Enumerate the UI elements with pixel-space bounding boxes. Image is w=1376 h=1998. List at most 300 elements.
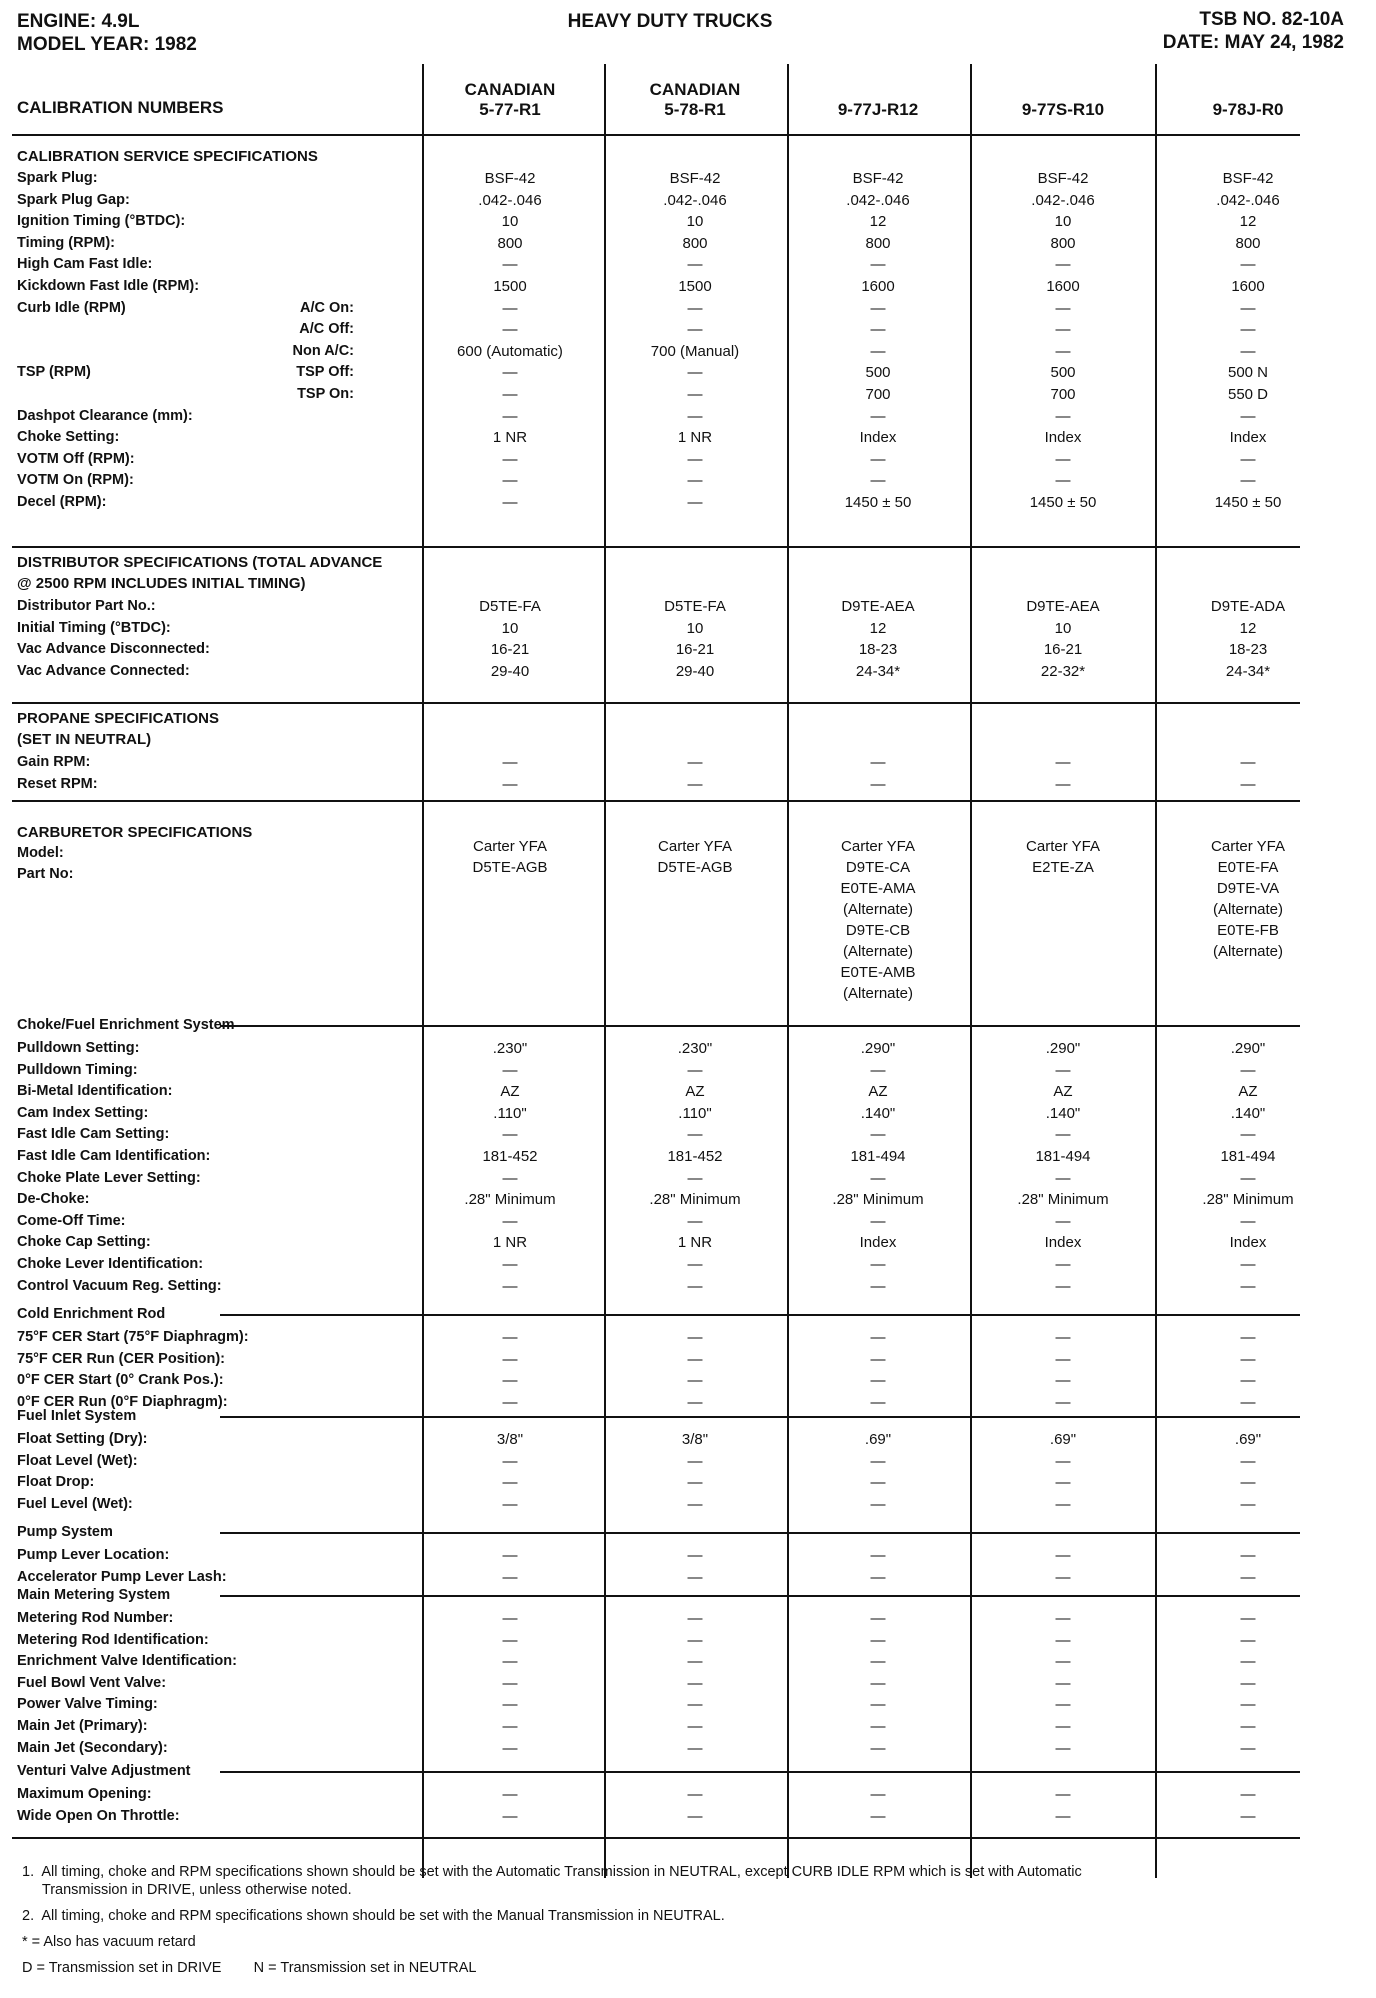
cell-value: .042-.046 bbox=[846, 191, 910, 209]
row-label: Pulldown Setting: bbox=[17, 1040, 140, 1056]
cell-value: 500 bbox=[865, 364, 891, 382]
cell-value: — bbox=[1055, 1169, 1071, 1187]
cell-value: 181-494 bbox=[850, 1148, 906, 1165]
cell-value: .110" bbox=[678, 1104, 712, 1122]
row-label: VOTM Off (RPM): bbox=[17, 450, 135, 467]
cell-value: Index bbox=[1044, 1234, 1082, 1252]
carburetor-line: (Alternate) bbox=[842, 943, 914, 960]
footnote: Transmission in DRIVE, unless otherwise noted. bbox=[22, 1882, 352, 1898]
cell-value: — bbox=[1240, 1739, 1256, 1757]
row-label: Fuel Bowl Vent Valve: bbox=[17, 1674, 167, 1691]
cell-value: — bbox=[502, 1568, 518, 1586]
subsection-title: Venturi Valve Adjustment bbox=[17, 1763, 191, 1779]
section-rule bbox=[220, 1595, 1300, 1597]
carburetor-line: Carter YFA bbox=[658, 838, 732, 855]
cell-value: — bbox=[687, 1350, 703, 1368]
cell-value: — bbox=[1055, 1568, 1071, 1586]
row-label: Vac Advance Disconnected: bbox=[17, 641, 210, 658]
cell-value: — bbox=[1240, 1674, 1256, 1692]
cell-value: — bbox=[1055, 1718, 1071, 1735]
cell-value: — bbox=[1240, 1495, 1256, 1513]
cell-value: Index bbox=[1229, 1234, 1267, 1252]
column-header-4 bbox=[973, 68, 1153, 120]
row-label: De-Choke: bbox=[17, 1191, 90, 1208]
row-label: Float Drop: bbox=[17, 1474, 95, 1491]
row-label: Main Jet (Secondary): bbox=[17, 1739, 168, 1756]
row-label: Metering Rod Identification: bbox=[17, 1631, 209, 1648]
column-header-1 bbox=[420, 68, 600, 120]
row-label: Pulldown Timing: bbox=[17, 1061, 138, 1078]
cell-value: 500 bbox=[1050, 364, 1076, 382]
row-label: Kickdown Fast Idle (RPM): bbox=[17, 278, 200, 294]
row-label: Timing (RPM): bbox=[17, 234, 115, 251]
cell-value: 700 bbox=[865, 386, 891, 403]
cell-value: — bbox=[1055, 1547, 1071, 1564]
cell-value: — bbox=[1240, 321, 1256, 339]
row-label: Pump Lever Location: bbox=[17, 1547, 170, 1563]
carburetor-line: E2TE-ZA bbox=[1032, 859, 1094, 876]
cell-value: — bbox=[1240, 299, 1256, 317]
section-rule bbox=[12, 134, 1300, 136]
column-header-5 bbox=[1158, 68, 1338, 120]
row-label: Initial Timing (°BTDC): bbox=[17, 619, 171, 636]
cell-value: — bbox=[502, 1452, 518, 1470]
cell-value: — bbox=[687, 1061, 703, 1079]
cell-value: BSF-42 bbox=[1037, 170, 1089, 187]
cell-value: — bbox=[502, 1739, 518, 1757]
row-label: Enrichment Valve Identification: bbox=[17, 1653, 237, 1670]
section-title: CARBURETOR SPECIFICATIONS bbox=[17, 824, 253, 841]
cell-value: — bbox=[687, 1393, 703, 1411]
cell-value: 10 bbox=[686, 213, 704, 231]
subsection-title: Fuel Inlet System bbox=[17, 1408, 137, 1424]
cell-value: — bbox=[687, 1786, 703, 1803]
section-title: CALIBRATION SERVICE SPECIFICATIONS bbox=[17, 148, 318, 165]
document-title: HEAVY DUTY TRUCKS bbox=[567, 11, 773, 32]
cell-value: — bbox=[502, 299, 518, 317]
section-title-line2: (SET IN NEUTRAL) bbox=[17, 731, 152, 748]
cell-value: 181-452 bbox=[482, 1148, 538, 1165]
cell-value: — bbox=[1240, 1718, 1256, 1735]
cell-value: .69" bbox=[1049, 1431, 1077, 1448]
column-header-line: 9-78J-R0 bbox=[1212, 100, 1284, 119]
cell-value: — bbox=[870, 1547, 886, 1564]
cell-value: — bbox=[502, 1674, 518, 1692]
cell-value: 181-452 bbox=[667, 1148, 723, 1165]
cell-value: — bbox=[502, 1631, 518, 1649]
cell-value: — bbox=[687, 256, 703, 274]
cell-value: — bbox=[870, 1212, 886, 1230]
cell-value: — bbox=[502, 321, 518, 339]
section-rule bbox=[220, 1416, 1300, 1418]
cell-value: 1 NR bbox=[677, 429, 713, 447]
column-header-line: 5-78-R1 bbox=[664, 100, 726, 119]
cell-value: — bbox=[870, 450, 886, 468]
cell-value: — bbox=[1055, 1212, 1071, 1230]
cell-value: .042-.046 bbox=[1216, 191, 1280, 209]
cell-value: — bbox=[870, 1631, 886, 1649]
carburetor-line: (Alternate) bbox=[1212, 943, 1284, 960]
section-title-line2: @ 2500 RPM INCLUDES INITIAL TIMING) bbox=[17, 575, 306, 592]
carburetor-line: D5TE-AGB bbox=[472, 859, 548, 876]
cell-value: — bbox=[1240, 1786, 1256, 1803]
cell-value: — bbox=[1055, 1372, 1071, 1390]
cell-value: 10 bbox=[1054, 619, 1072, 637]
cell-value: — bbox=[1055, 321, 1071, 339]
cell-value: D9TE-AEA bbox=[841, 598, 915, 615]
section-rule bbox=[12, 800, 1300, 802]
cell-value: Index bbox=[859, 1234, 897, 1252]
cell-value: — bbox=[1055, 775, 1071, 793]
cell-value: — bbox=[1055, 472, 1071, 490]
cell-value: — bbox=[1055, 450, 1071, 468]
cell-value: — bbox=[502, 1547, 518, 1564]
cell-value: — bbox=[1055, 299, 1071, 317]
cell-value: — bbox=[687, 494, 703, 511]
section-rule bbox=[220, 1532, 1300, 1534]
cell-value: — bbox=[1055, 1739, 1071, 1757]
section-rule bbox=[220, 1025, 1300, 1027]
row-sublabel: A/C On: bbox=[300, 299, 354, 316]
cell-value: — bbox=[1240, 1256, 1256, 1273]
cell-value: — bbox=[870, 1495, 886, 1513]
cell-value: — bbox=[687, 1212, 703, 1230]
cell-value: 16-21 bbox=[490, 641, 530, 659]
cell-value: — bbox=[870, 1674, 886, 1692]
cell-value: — bbox=[502, 450, 518, 468]
cell-value: 800 bbox=[865, 234, 891, 252]
carburetor-line: Carter YFA bbox=[841, 838, 915, 855]
row-label: Choke Setting: bbox=[17, 429, 120, 446]
carburetor-line: E0TE-AMA bbox=[840, 880, 916, 897]
cell-value: — bbox=[870, 472, 886, 490]
row-label: Control Vacuum Reg. Setting: bbox=[17, 1277, 222, 1294]
cell-value: — bbox=[870, 1718, 886, 1735]
cell-value: — bbox=[502, 364, 518, 382]
row-label: Power Valve Timing: bbox=[17, 1696, 158, 1713]
row-label: Fast Idle Cam Setting: bbox=[17, 1126, 170, 1143]
cell-value: — bbox=[502, 1256, 518, 1273]
cell-value: .042-.046 bbox=[1031, 191, 1095, 209]
cell-value: D5TE-FA bbox=[664, 598, 726, 615]
row-label: 0°F CER Start (0° Crank Pos.): bbox=[17, 1372, 224, 1389]
row-label: Choke Cap Setting: bbox=[17, 1234, 151, 1251]
footnote: D = Transmission set in DRIVE N = Transmission set in NEUTRAL bbox=[22, 1960, 477, 1976]
carburetor-line: (Alternate) bbox=[842, 985, 914, 1002]
row-label: Spark Plug: bbox=[17, 170, 98, 186]
carburetor-cell bbox=[1158, 836, 1338, 962]
cell-value: — bbox=[687, 364, 703, 382]
tsb-number: TSB NO. 82-10A bbox=[1199, 9, 1344, 30]
cell-value: — bbox=[1055, 1126, 1071, 1144]
cell-value: — bbox=[870, 1169, 886, 1187]
carburetor-line: D9TE-VA bbox=[1216, 880, 1280, 897]
cell-value: — bbox=[1055, 1653, 1071, 1671]
carburetor-cell bbox=[605, 836, 785, 878]
row-sublabel: Non A/C: bbox=[292, 342, 354, 359]
cell-value: — bbox=[870, 1786, 886, 1803]
cell-value: — bbox=[502, 775, 518, 793]
cell-value: — bbox=[1055, 1786, 1071, 1803]
cell-value: — bbox=[687, 1256, 703, 1273]
cell-value: — bbox=[870, 1350, 886, 1368]
row-label: Dashpot Clearance (mm): bbox=[17, 407, 193, 424]
cell-value: 10 bbox=[501, 213, 519, 231]
row-sublabel: TSP On: bbox=[297, 386, 354, 402]
cell-value: — bbox=[502, 1393, 518, 1411]
cell-value: — bbox=[1055, 1329, 1071, 1346]
cell-value: — bbox=[687, 1718, 703, 1735]
cell-value: .69" bbox=[864, 1431, 892, 1448]
cell-value: — bbox=[870, 407, 886, 425]
cell-value: 16-21 bbox=[675, 641, 715, 659]
carburetor-line: E0TE-AMB bbox=[840, 964, 916, 981]
carburetor-cell bbox=[788, 836, 968, 1004]
cell-value: 24-34* bbox=[855, 662, 901, 680]
footnote: * = Also has vacuum retard bbox=[22, 1934, 196, 1950]
cell-value: — bbox=[1240, 1631, 1256, 1649]
row-label: 75°F CER Run (CER Position): bbox=[17, 1350, 225, 1367]
cell-value: — bbox=[687, 1653, 703, 1671]
cell-value: 181-494 bbox=[1035, 1148, 1091, 1165]
cell-value: 1500 bbox=[678, 278, 712, 295]
cell-value: — bbox=[1055, 1061, 1071, 1079]
cell-value: — bbox=[1240, 1212, 1256, 1230]
cell-value: — bbox=[687, 1739, 703, 1757]
cell-value: 1450 ± 50 bbox=[1029, 494, 1097, 511]
row-label: Accelerator Pump Lever Lash: bbox=[17, 1568, 227, 1585]
cell-value: — bbox=[502, 1610, 518, 1627]
row-label: Reset RPM: bbox=[17, 775, 98, 792]
cell-value: — bbox=[1240, 1547, 1256, 1564]
cell-value: — bbox=[1240, 450, 1256, 468]
cell-value: — bbox=[1055, 754, 1071, 771]
cell-value: — bbox=[687, 407, 703, 425]
cell-value: — bbox=[1240, 1350, 1256, 1368]
cell-value: — bbox=[502, 1350, 518, 1368]
cell-value: — bbox=[870, 1610, 886, 1627]
cell-value: 1 NR bbox=[492, 1234, 528, 1252]
calibration-numbers-label: CALIBRATION NUMBERS bbox=[17, 98, 224, 117]
header-tsb bbox=[1163, 8, 1344, 54]
cell-value: — bbox=[502, 1277, 518, 1295]
column-divider bbox=[1155, 64, 1157, 1878]
cell-value: — bbox=[502, 256, 518, 274]
cell-value: — bbox=[1240, 1653, 1256, 1671]
cell-value: .230" bbox=[677, 1040, 713, 1057]
row-label: Distributor Part No.: bbox=[17, 598, 156, 614]
row-label: Gain RPM: bbox=[17, 754, 91, 770]
cell-value: BSF-42 bbox=[1222, 170, 1274, 187]
cell-value: — bbox=[502, 1212, 518, 1230]
cell-value: — bbox=[870, 1329, 886, 1346]
cell-value: — bbox=[1240, 256, 1256, 274]
cell-value: .042-.046 bbox=[478, 191, 542, 209]
cell-value: — bbox=[1240, 1474, 1256, 1492]
cell-value: 550 D bbox=[1227, 386, 1269, 403]
cell-value: 700 bbox=[1050, 386, 1076, 403]
section-rule bbox=[12, 702, 1300, 704]
cell-value: — bbox=[870, 1739, 886, 1757]
column-header-line: 5-77-R1 bbox=[479, 100, 541, 119]
cell-value: — bbox=[687, 321, 703, 339]
row-label: Ignition Timing (°BTDC): bbox=[17, 213, 186, 230]
cell-value: — bbox=[870, 1393, 886, 1411]
cell-value: 800 bbox=[497, 234, 523, 252]
cell-value: — bbox=[1240, 1610, 1256, 1627]
row-label: 75°F CER Start (75°F Diaphragm): bbox=[17, 1329, 249, 1345]
cell-value: Index bbox=[1044, 429, 1082, 447]
cell-value: — bbox=[1240, 1169, 1256, 1187]
model-label: Model: bbox=[17, 845, 64, 861]
cell-value: .140" bbox=[1230, 1104, 1266, 1122]
carburetor-line: (Alternate) bbox=[1212, 901, 1284, 918]
cell-value: 3/8" bbox=[496, 1431, 524, 1448]
row-label: Decel (RPM): bbox=[17, 494, 107, 510]
cell-value: Index bbox=[859, 429, 897, 447]
carburetor-line: D9TE-CA bbox=[845, 859, 911, 876]
footnote: 1. All timing, choke and RPM specifications shown should be set with the Automatic Transmission in NEUTRAL, except CURB IDLE RPM which is set with Automatic bbox=[22, 1864, 1082, 1880]
cell-value: — bbox=[1055, 1674, 1071, 1692]
cell-value: — bbox=[687, 450, 703, 468]
cell-value: — bbox=[502, 754, 518, 771]
cell-value: — bbox=[687, 299, 703, 317]
cell-value: — bbox=[1055, 1256, 1071, 1273]
cell-value: 10 bbox=[1054, 213, 1072, 231]
column-header-line: CANADIAN bbox=[464, 80, 556, 99]
row-sublabel: A/C Off: bbox=[299, 321, 354, 338]
cell-value: — bbox=[870, 1807, 886, 1825]
row-label: Come-Off Time: bbox=[17, 1212, 126, 1229]
cell-value: — bbox=[1240, 775, 1256, 793]
cell-value: D5TE-FA bbox=[479, 598, 541, 615]
cell-value: — bbox=[1240, 1372, 1256, 1390]
cell-value: — bbox=[870, 1277, 886, 1295]
cell-value: — bbox=[502, 1718, 518, 1735]
section-rule bbox=[220, 1771, 1300, 1773]
row-label: Float Level (Wet): bbox=[17, 1452, 138, 1469]
cell-value: 181-494 bbox=[1220, 1148, 1276, 1165]
cell-value: — bbox=[502, 1169, 518, 1187]
cell-value: — bbox=[687, 1372, 703, 1390]
cell-value: — bbox=[502, 1495, 518, 1513]
section-title: DISTRIBUTOR SPECIFICATIONS (TOTAL ADVANCE bbox=[17, 554, 383, 571]
carburetor-line: Carter YFA bbox=[473, 838, 547, 855]
cell-value: — bbox=[687, 1452, 703, 1470]
cell-value: — bbox=[1240, 1126, 1256, 1144]
cell-value: 3/8" bbox=[681, 1431, 709, 1448]
cell-value: 800 bbox=[1050, 234, 1076, 252]
cell-value: AZ bbox=[685, 1083, 705, 1101]
row-label: Maximum Opening: bbox=[17, 1786, 152, 1802]
section-title: PROPANE SPECIFICATIONS bbox=[17, 710, 219, 727]
column-header-line: CANADIAN bbox=[649, 80, 741, 99]
carburetor-line: Carter YFA bbox=[1211, 838, 1285, 855]
cell-value: 12 bbox=[1239, 619, 1257, 637]
carburetor-line: Carter YFA bbox=[1026, 838, 1100, 855]
cell-value: — bbox=[1055, 1610, 1071, 1627]
cell-value: — bbox=[687, 775, 703, 793]
cell-value: 16-21 bbox=[1043, 641, 1083, 659]
cell-value: — bbox=[870, 1474, 886, 1492]
row-label: Wide Open On Throttle: bbox=[17, 1807, 180, 1824]
header-engine-model bbox=[17, 10, 197, 56]
cell-value: — bbox=[687, 1674, 703, 1692]
section-rule bbox=[12, 546, 1300, 548]
row-label: Float Setting (Dry): bbox=[17, 1431, 148, 1447]
cell-value: 1600 bbox=[861, 278, 895, 295]
cell-value: — bbox=[870, 754, 886, 771]
row-label: Bi-Metal Identification: bbox=[17, 1083, 173, 1100]
cell-value: — bbox=[1240, 1061, 1256, 1079]
cell-value: AZ bbox=[1053, 1083, 1073, 1101]
cell-value: — bbox=[502, 386, 518, 403]
column-header-3 bbox=[788, 68, 968, 120]
cell-value: .290" bbox=[1230, 1040, 1266, 1057]
cell-value: — bbox=[687, 1807, 703, 1825]
model-year-label: MODEL YEAR: 1982 bbox=[17, 34, 197, 55]
cell-value: — bbox=[1055, 407, 1071, 425]
cell-value: — bbox=[502, 1807, 518, 1825]
cell-value: — bbox=[1240, 1452, 1256, 1470]
cell-value: .042-.046 bbox=[663, 191, 727, 209]
cell-value: — bbox=[687, 1631, 703, 1649]
row-sublabel: TSP Off: bbox=[296, 364, 354, 381]
engine-label: ENGINE: 4.9L bbox=[17, 11, 140, 32]
cell-value: 12 bbox=[869, 619, 887, 637]
cell-value: 1 NR bbox=[492, 429, 528, 447]
cell-value: 1450 ± 50 bbox=[844, 494, 912, 511]
cell-value: — bbox=[1055, 1807, 1071, 1825]
row-label: Spark Plug Gap: bbox=[17, 191, 130, 208]
cell-value: — bbox=[1055, 1696, 1071, 1714]
part-no-label: Part No: bbox=[17, 866, 74, 882]
column-header-line: 9-77J-R12 bbox=[837, 100, 919, 119]
cell-value: 500 N bbox=[1227, 364, 1269, 382]
carburetor-line: D9TE-CB bbox=[845, 922, 911, 939]
cell-value: — bbox=[502, 1329, 518, 1346]
cell-value: — bbox=[870, 1452, 886, 1470]
cell-value: — bbox=[1240, 1277, 1256, 1295]
cell-value: .230" bbox=[492, 1040, 528, 1057]
section-rule bbox=[220, 1314, 1300, 1316]
cell-value: — bbox=[502, 1696, 518, 1714]
cell-value: — bbox=[870, 1568, 886, 1586]
cell-value: — bbox=[1055, 1452, 1071, 1470]
cell-value: — bbox=[502, 1786, 518, 1803]
cell-value: — bbox=[687, 1126, 703, 1144]
cell-value: — bbox=[1055, 1277, 1071, 1295]
cell-value: — bbox=[1240, 1568, 1256, 1586]
cell-value: 1600 bbox=[1046, 278, 1080, 295]
cell-value: — bbox=[870, 299, 886, 317]
cell-value: .28" Minimum bbox=[1202, 1191, 1294, 1209]
cell-value: — bbox=[687, 386, 703, 403]
cell-value: AZ bbox=[500, 1083, 520, 1101]
cell-value: — bbox=[1240, 472, 1256, 490]
carburetor-line: E0TE-FA bbox=[1217, 859, 1279, 876]
cell-value: — bbox=[687, 754, 703, 771]
cell-value: .28" Minimum bbox=[832, 1191, 924, 1209]
cell-value: — bbox=[502, 1126, 518, 1144]
cell-value: BSF-42 bbox=[669, 170, 721, 187]
tsb-date: DATE: MAY 24, 1982 bbox=[1162, 32, 1344, 53]
row-label: Vac Advance Connected: bbox=[17, 662, 190, 679]
cell-value: .110" bbox=[493, 1104, 527, 1122]
row-label: Cam Index Setting: bbox=[17, 1104, 149, 1121]
cell-value: .290" bbox=[1045, 1040, 1081, 1057]
carburetor-line: D5TE-AGB bbox=[657, 859, 733, 876]
